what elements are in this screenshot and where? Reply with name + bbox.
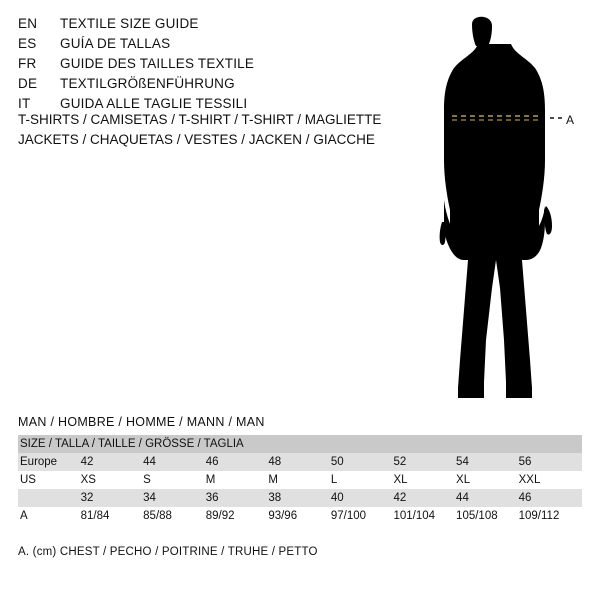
language-row [18,16,378,36]
table-cell: 44 [456,492,469,504]
table-cell: 93/96 [268,510,298,522]
table-cell: M [205,474,216,486]
table-cell: 42 [80,456,94,468]
table-row [18,471,582,489]
table-cell: XL [393,474,408,486]
row-label [18,489,81,507]
table-cell: 40 [330,492,344,504]
garment-type-block [18,110,438,150]
table-cell: 32 [80,492,94,504]
table-header-row [18,435,582,453]
table-cell: M [268,474,278,486]
language-code: FR [18,56,37,71]
table-cell: 48 [268,456,282,468]
row-label: A [20,510,28,522]
language-code: EN [18,16,38,31]
table-cell: 50 [330,456,344,468]
language-row [18,36,378,56]
table-cell: 38 [268,492,282,504]
footnote: A. (cm) CHEST / PECHO / POITRINE / TRUHE / PETTO [18,546,318,558]
language-title: GUIDE DES TAILLES TEXTILE [60,56,255,71]
table-cell: 56 [518,456,532,468]
language-code: ES [18,36,37,51]
language-row [18,56,378,76]
table-cell: 46 [205,456,219,468]
table-cell: 52 [393,456,407,468]
table-cell: 97/100 [330,510,367,522]
table-cell: S [143,474,151,486]
table-cell: 46 [518,492,532,504]
table-cell: 34 [143,492,156,504]
table-cell: 89/92 [205,510,235,522]
garment-line-tshirts: T-SHIRTS / CAMISETAS / T-SHIRT / T-SHIRT / MAGLIETTE [18,112,382,127]
figure-illustration [400,10,600,410]
table-row [18,453,582,471]
size-table-section [18,415,582,525]
table-row [18,507,582,525]
table-cell: 105/108 [456,510,498,522]
language-title: GUÍA DE TALLAS [60,36,171,51]
table-cell: XXL [518,474,541,486]
measure-marker-label: A [566,113,575,127]
male-silhouette-icon [400,10,600,410]
table-header-label: SIZE / TALLA / TAILLE / GRÖSSE / TAGLIA [20,438,244,450]
table-cell: 54 [456,456,469,468]
language-code: DE [18,76,38,91]
language-title: TEXTILE SIZE GUIDE [60,16,199,31]
language-title: TEXTILGRÖßENFÜHRUNG [60,76,235,91]
table-cell: 81/84 [80,510,110,522]
language-title: GUIDA ALLE TAGLIE TESSILI [60,96,248,111]
table-cell: 85/88 [143,510,172,522]
garment-line-jackets: JACKETS / CHAQUETAS / VESTES / JACKEN / GIACCHE [18,132,375,147]
table-row [18,489,582,507]
row-label: US [20,474,36,486]
table-title: MAN / HOMBRE / HOMME / MANN / MAN [18,415,265,429]
row-label: Europe [20,456,58,468]
size-table [18,435,582,525]
table-cell: L [330,474,338,486]
table-cell: XL [456,474,471,486]
table-cell: 36 [205,492,219,504]
table-cell: 101/104 [393,510,436,522]
language-row [18,76,378,96]
language-code: IT [18,96,31,111]
table-cell: 44 [143,456,156,468]
table-cell: XS [80,474,96,486]
language-title-block [18,16,378,116]
table-cell: 109/112 [518,510,560,522]
table-cell: 42 [393,492,407,504]
